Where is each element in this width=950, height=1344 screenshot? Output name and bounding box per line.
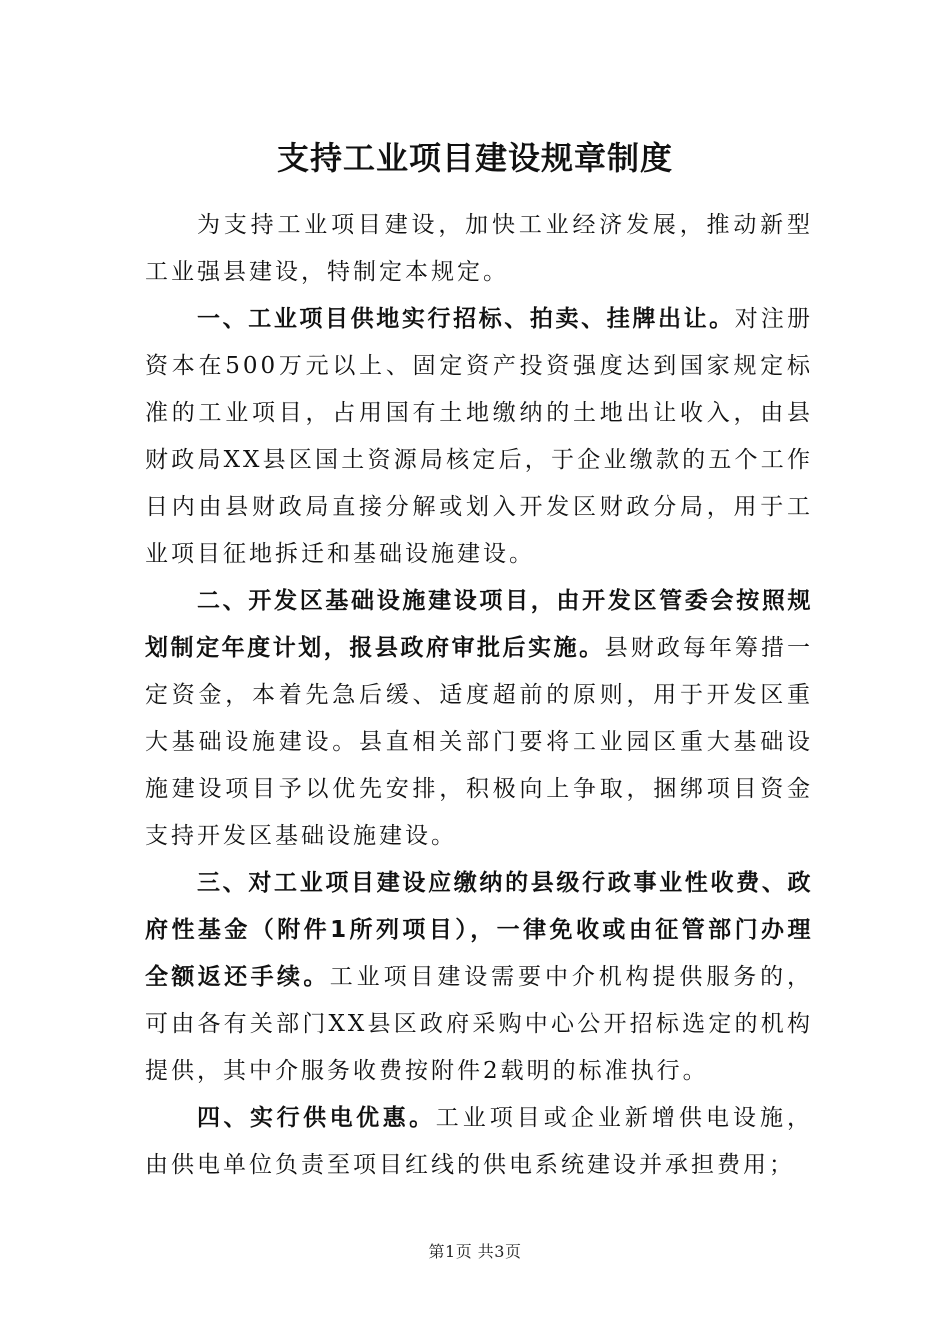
paragraph-section-4 — [145, 1095, 813, 1189]
paragraph-section-2 — [145, 578, 813, 860]
paragraph-text: 为支持工业项目建设，加快工业经济发展，推动新型工业强县建设，特制定本规定。 — [145, 212, 813, 285]
paragraph-text: 工业项目或企业新增供电设施，由供电单位负责至项目红线的供电系统建设并承担费用； — [145, 1105, 814, 1178]
paragraph-text: 对注册资本在500万元以上、固定资产投资强度达到国家规定标准的工业项目，占用国有土地缴纳的土地出让收入，由县财政局XX县区国土资源局核定后，于企业缴款的五个工作日内由县财政局直接分解或划入开发区财政分局，用于工业项目征地拆迁和基础设施建设。 — [145, 306, 814, 567]
paragraph-lead: 四、实行供电优惠。 — [197, 1105, 436, 1131]
paragraph-text: 县财政每年筹措一定资金，本着先急后缓、适度超前的原则，用于开发区重大基础设施建设。县直相关部门要将工业园区重大基础设施建设项目予以优先安排，积极向上争取，捆绑项目资金支持开发区基础设施建设。 — [145, 635, 814, 849]
paragraph-lead: 三、对工业项目建设应缴纳的县级行政事业性收费、政府性基金（附件1所列项目），一律免收或由征管部门办理全额返还手续。 — [145, 870, 813, 990]
paragraph-lead: 二、开发区基础设施建设项目，由开发区管委会按照规划制定年度计划，报县政府审批后实施。 — [145, 588, 813, 661]
paragraph-section-3 — [145, 860, 813, 1095]
page-number-footer: 第1页 共3页 — [428, 1242, 522, 1261]
document-body — [145, 202, 813, 1189]
paragraph-section-1 — [145, 296, 813, 578]
paragraph-text: 工业项目建设需要中介机构提供服务的，可由各有关部门XX县区政府采购中心公开招标选定的机构提供，其中介服务收费按附件2载明的标准执行。 — [145, 964, 814, 1084]
paragraph-intro — [145, 202, 813, 296]
paragraph-lead: 一、工业项目供地实行招标、拍卖、挂牌出让。 — [197, 306, 735, 332]
document-title: 支持工业项目建设规章制度 — [276, 139, 673, 177]
